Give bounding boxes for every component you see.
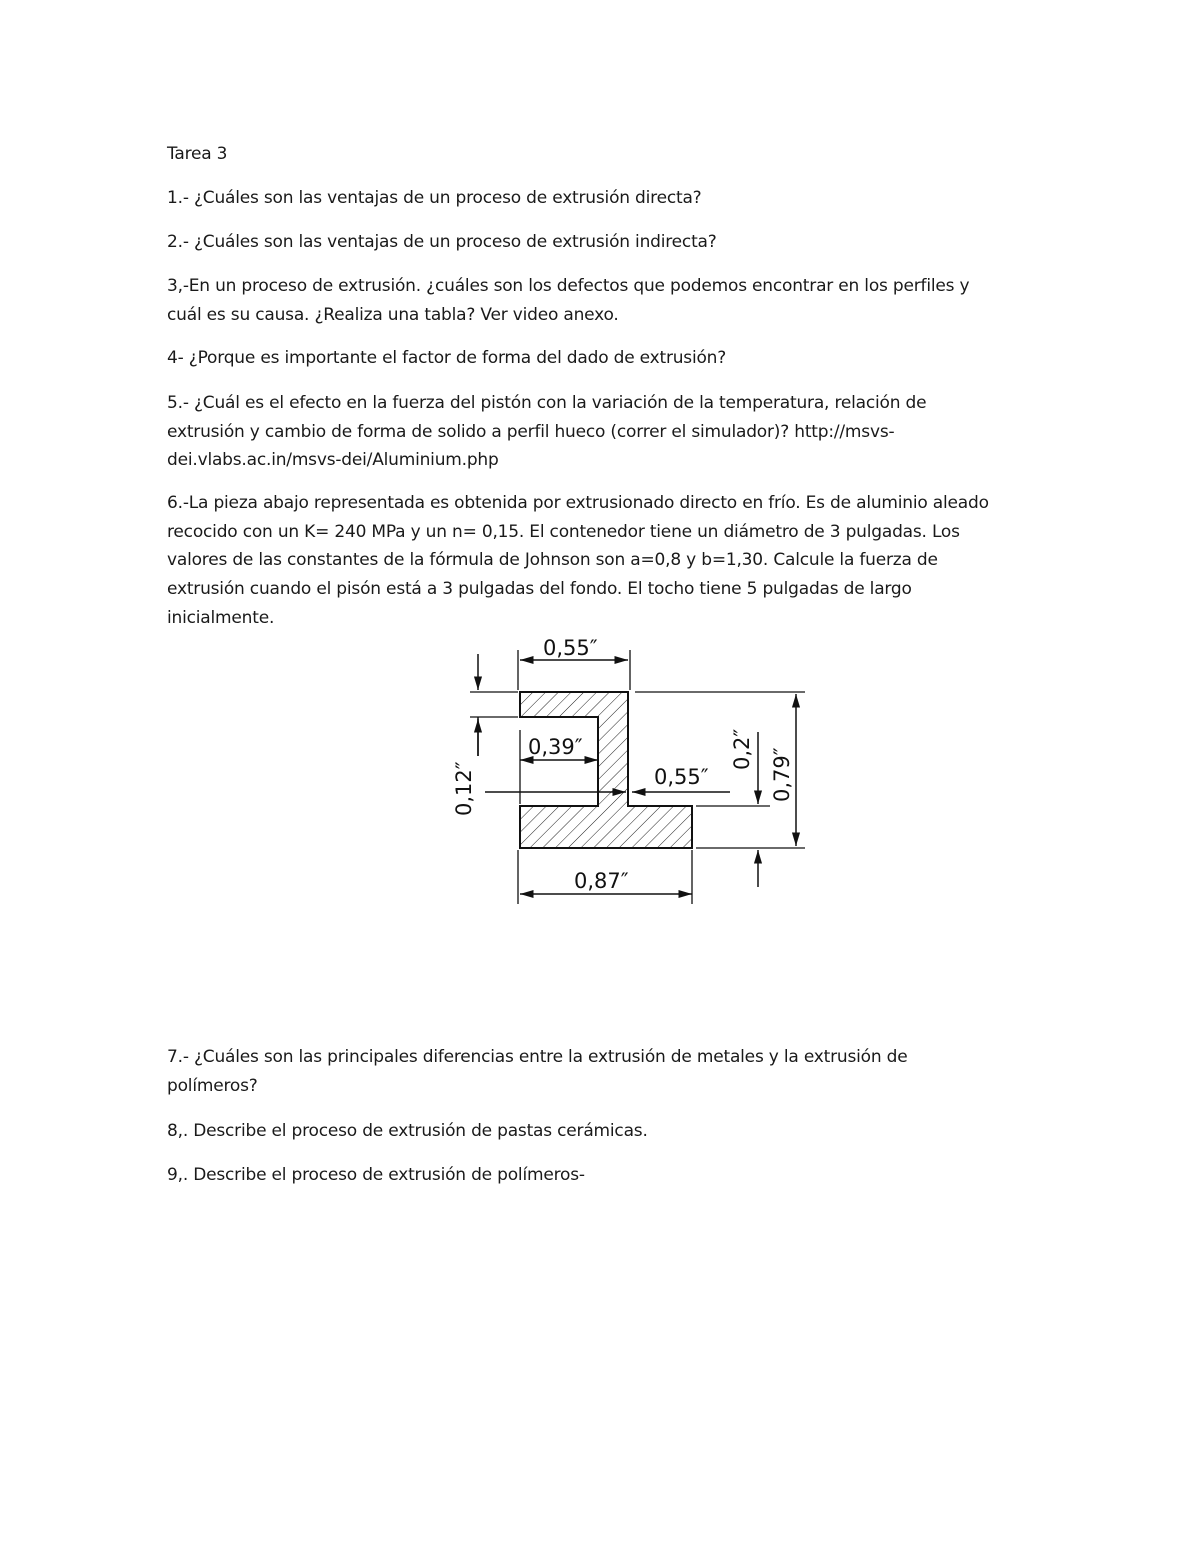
extension-lines (470, 650, 805, 904)
question-1: 1.- ¿Cuáles son las ventajas de un proceso de extrusión directa? (167, 188, 702, 208)
question-8: 8,. Describe el proceso de extrusión de pastas cerámicas. (167, 1121, 648, 1141)
question-4: 4- ¿Porque es importante el factor de forma del dado de extrusión? (167, 348, 727, 368)
dim-inner-width: 0,39″ (528, 735, 583, 759)
question-6: 6.-La pieza abajo representada es obtenida por extrusionado directo en frío. Es de aluminio aleado recocido con un K= 240 MPa y un n= 0,15. El contenedor tiene un diámetro de 3 pulgadas. Los valores de las constantes de la fórmula de Johnson son a=0,8 y b=1,30. Calcule la fuerza de extrusión cuando el pisón está a 3 pulgadas del fondo. El tocho tiene 5 pulgadas de largo inicialmente. (167, 493, 989, 628)
document-title: Tarea 3 (167, 144, 228, 164)
question-3: 3,-En un proceso de extrusión. ¿cuáles son los defectos que podemos encontrar en los perfiles y cuál es su causa. ¿Realiza una tabla? Ver video anexo. (167, 276, 970, 325)
dim-bottom-width: 0,87″ (574, 869, 629, 893)
dim-right-total: 0,79″ (770, 747, 794, 802)
profile-technical-drawing (440, 632, 820, 912)
question-7: 7.- ¿Cuáles son las principales diferencias entre la extrusión de metales y la extrusión de polímeros? (167, 1047, 908, 1096)
dimension-lines (478, 654, 796, 894)
question-2: 2.- ¿Cuáles son las ventajas de un proceso de extrusión indirecta? (167, 232, 717, 252)
dim-left-thickness: 0,12″ (452, 761, 476, 816)
dim-top-width: 0,55″ (543, 636, 598, 660)
dim-right-small: 0,2″ (730, 728, 754, 770)
dim-flange-width: 0,55″ (654, 765, 709, 789)
question-5: 5.- ¿Cuál es el efecto en la fuerza del pistón con la variación de la temperatura, relación de extrusión y cambio de forma de solido a perfil hueco (correr el simulador)? http://msvs- dei.vlabs.ac.in/msvs-dei/Aluminium.php (167, 393, 927, 471)
question-9: 9,. Describe el proceso de extrusión de polímeros- (167, 1165, 585, 1185)
